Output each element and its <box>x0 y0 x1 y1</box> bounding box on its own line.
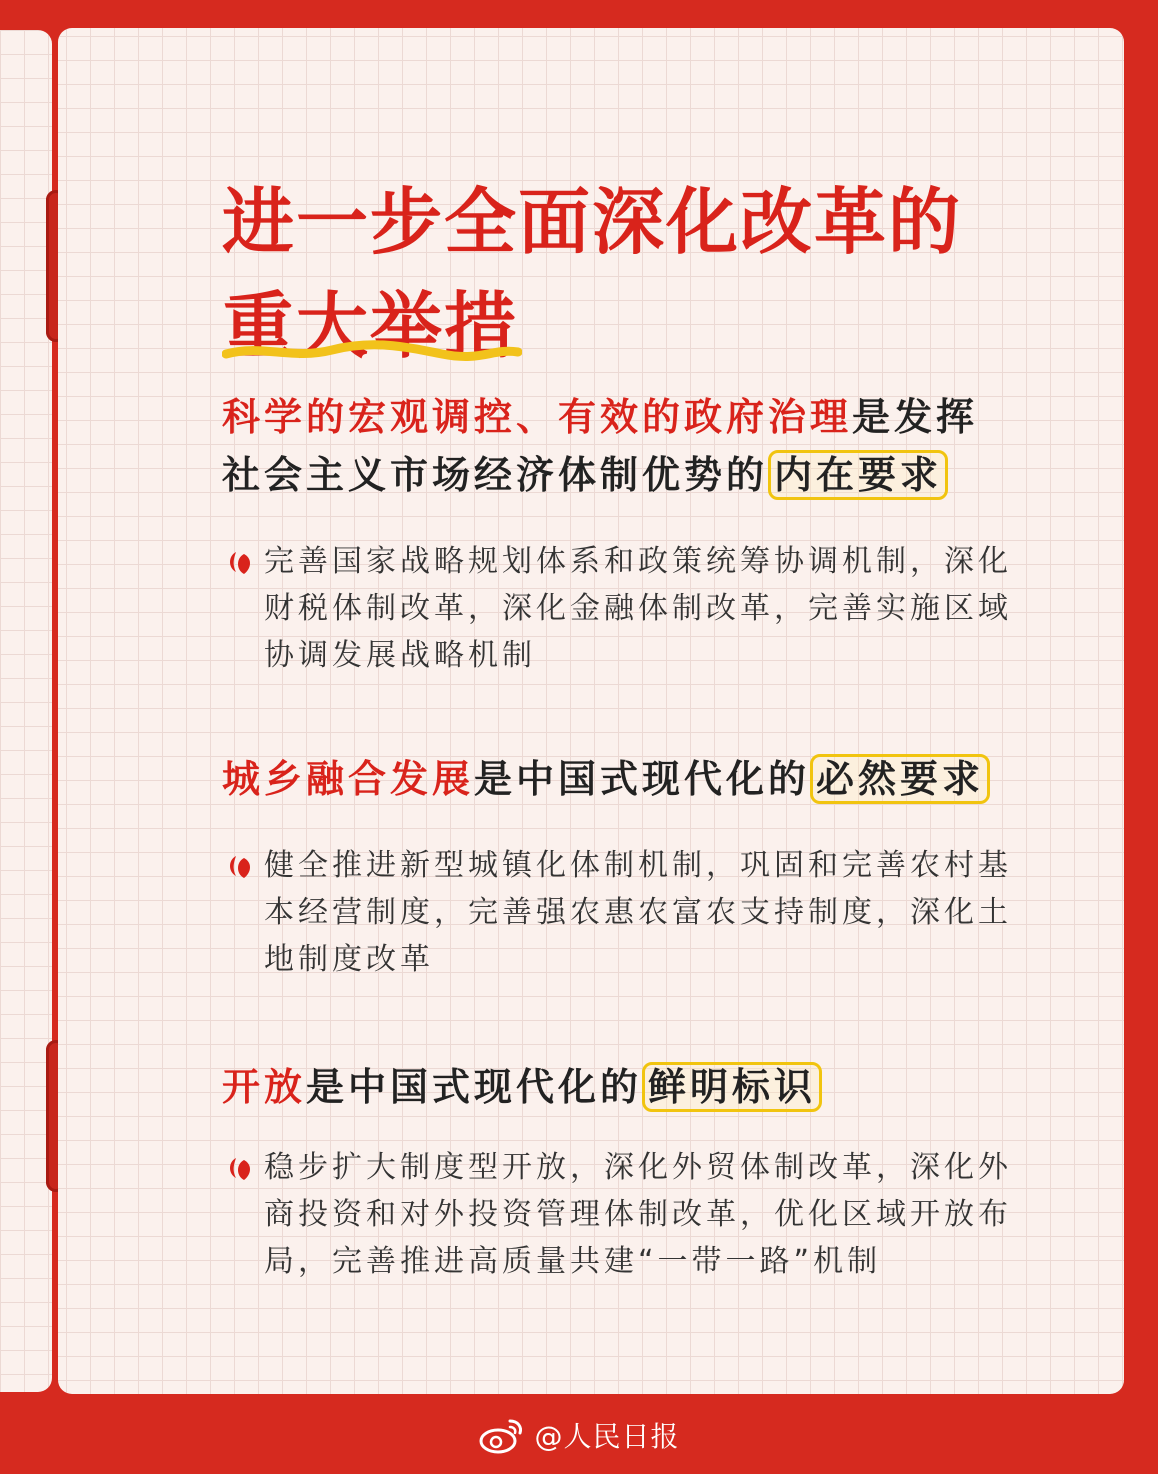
footer-watermark <box>0 1396 1158 1474</box>
heading-red-part: 科学的宏观调控、有效的政府治理 <box>222 395 853 439</box>
section-opening-up <box>222 1058 1012 1285</box>
bullet-item <box>222 842 1012 983</box>
heading-highlight: 必然要求 <box>810 754 990 804</box>
bullet-leaf-icon <box>226 548 254 576</box>
bullet-text: 健全推进新型城镇化体制机制，巩固和完善农村基本经营制度，完善强农惠农富农支持制度，深化土地制度改革 <box>264 848 1012 977</box>
watermark-text: @人民日报 <box>534 1420 680 1453</box>
bullet-item <box>222 538 1012 679</box>
bullet-text: 完善国家战略规划体系和政策统筹协调机制，深化财税体制改革，深化金融体制改革，完善实施区域协调发展战略机制 <box>264 544 1012 673</box>
heading-black-part: 是发挥社会主义市场经济体制优势的 <box>222 395 979 497</box>
bullet-text: 稳步扩大制度型开放，深化外贸体制改革，深化外商投资和对外投资管理体制改革，优化区域开放布局，完善推进高质量共建“一带一路”机制 <box>264 1150 1012 1279</box>
left-page-edge <box>0 30 52 1392</box>
title-line-1: 进一步全面深化改革的 <box>222 180 963 264</box>
heading-highlight: 鲜明标识 <box>642 1062 822 1112</box>
title-line-2: 重大举措 <box>222 284 519 368</box>
bullet-leaf-icon <box>226 852 254 880</box>
section-heading <box>222 1058 1012 1116</box>
heading-red-part: 城乡融合发展 <box>222 757 475 801</box>
heading-black-part: 是中国式现代化的 <box>474 757 811 801</box>
title-underline-squiggle <box>222 338 522 364</box>
heading-red-part: 开放 <box>222 1065 307 1109</box>
bullet-leaf-icon <box>226 1154 254 1182</box>
section-heading <box>222 388 1012 504</box>
section-heading <box>222 750 1012 808</box>
weibo-logo-icon <box>478 1415 526 1455</box>
bullet-item <box>222 1144 1012 1285</box>
heading-black-part: 是中国式现代化的 <box>306 1065 643 1109</box>
section-urban-rural <box>222 750 1012 983</box>
section-macro-control <box>222 388 1012 679</box>
heading-highlight: 内在要求 <box>768 450 948 500</box>
